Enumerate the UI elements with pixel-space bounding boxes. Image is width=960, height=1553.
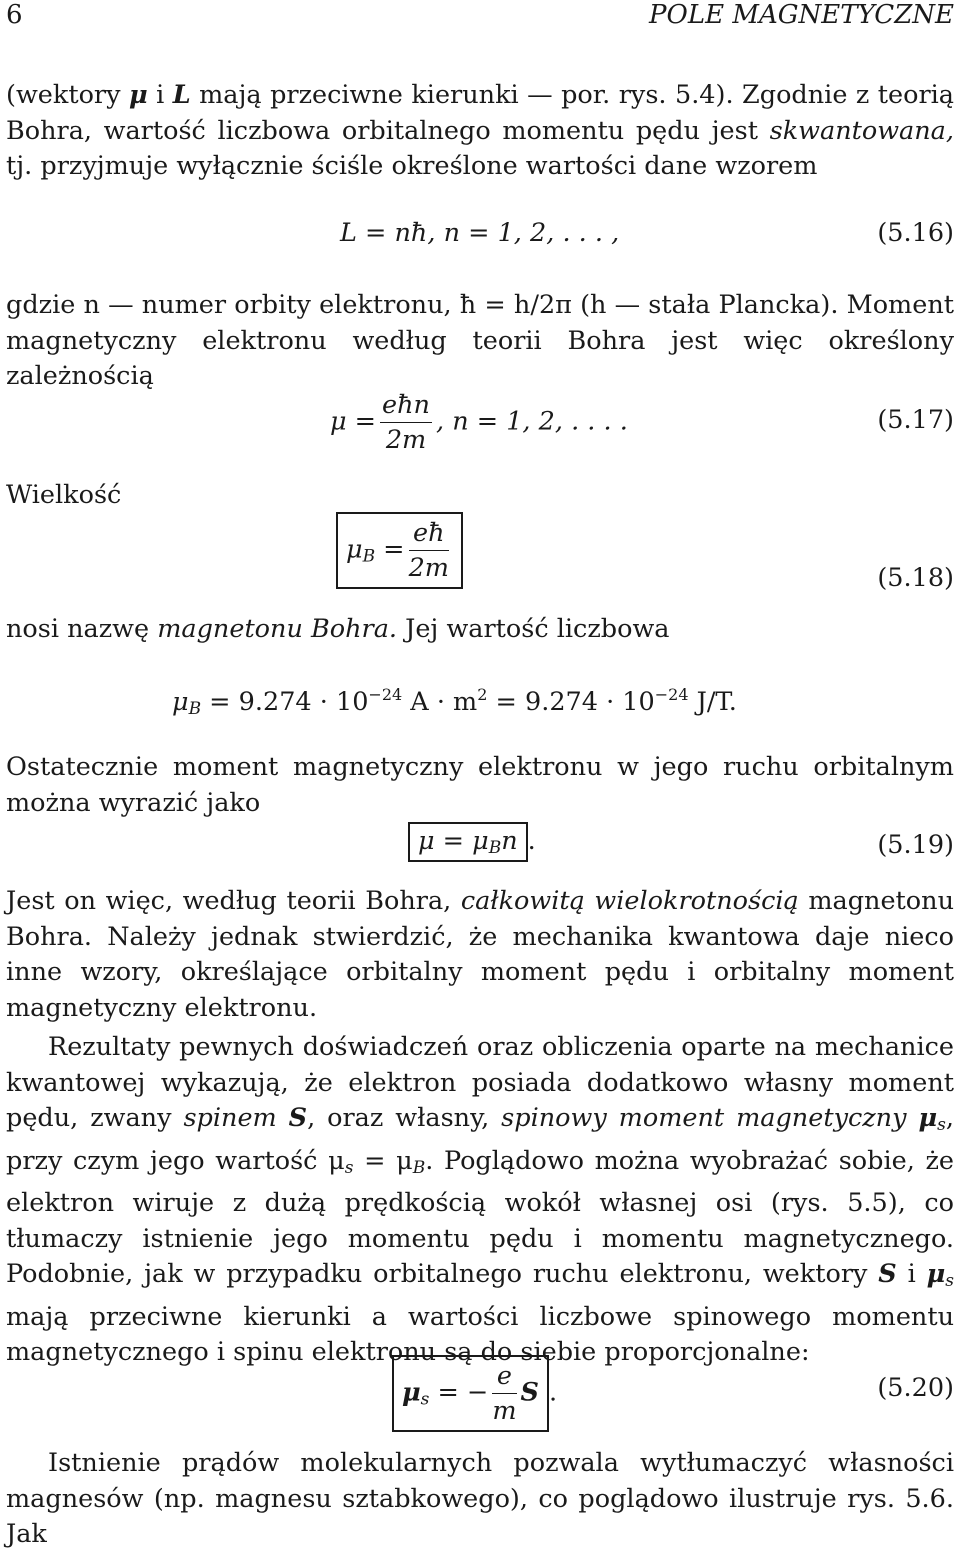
paragraph-1: (wektory μ i L mają przeciwne kierunki — por. rys. 5.4). Zgodnie z teorią Bohra, wartość liczbowa orbitalnego momentu pędu jest skwantowana, tj. przyjmuje wyłącznie ściśle określone wartości dane wzorem bbox=[6, 80, 955, 181]
boxed-equation: $\mu = \mu_Bn$ bbox=[408, 822, 528, 862]
page-header bbox=[6, 0, 954, 34]
paragraph-6: Rezultaty pewnych doświadczeń oraz obliczenia oparte na mechanice kwantowej wykazują, że elektron posiada dodatkowo własny moment pędu, zwany spinem S, oraz własny, spinowy moment magnetyczny $\mu_s$, przy czym jego wartość $\mu_s = \mu_B$. Poglądowo można wyobrażać sobie, że elektron wiruje z dużą prędkością wokół własnej osi (rys. 5.5), co tłumaczy istnienie jego momentu pędu i momentu magnetycznego. Podobnie, jak w przypadku orbitalnego ruchu elektronu, wektory S i $\mu_s$ mają przeciwne kierunki a wartości liczbowe spinowego momentu magnetycznego i spinu elektronu są do siebie proporcjonalne: bbox=[6, 1032, 955, 1367]
equation-5-18 bbox=[336, 512, 463, 589]
page-number: 6 bbox=[6, 0, 23, 30]
equation-number-5-19: (5.19) bbox=[877, 830, 954, 860]
paragraph-3: nosi nazwę magnetonu Bohra. Jej wartość liczbowa bbox=[6, 614, 670, 644]
paragraph-4: Ostatecznie moment magnetyczny elektronu w jego ruchu orbitalnym można wyrazić jako bbox=[6, 752, 954, 818]
equation-number-5-16: (5.16) bbox=[877, 218, 954, 248]
running-title: POLE MAGNETYCZNE bbox=[649, 0, 954, 30]
paragraph-2: gdzie n — numer orbity elektronu, ħ = h/2π (h — stała Plancka). Moment magnetyczny elektronu według teorii Bohra jest więc określony zależnością bbox=[6, 290, 954, 391]
equation-5-19: $\mu = \mu_Bn$ . bbox=[408, 822, 536, 862]
equation-bohr-value: $\mu_B = 9.274 \cdot 10^{-24}$ $A \cdot m^2 = 9.274 \cdot 10^{-24}$ J/T. bbox=[172, 685, 737, 719]
equation-number-5-17: (5.17) bbox=[877, 405, 954, 435]
equation-5-20: $\mu_s$ = − $\frac{e}{m}$ S . bbox=[392, 1355, 557, 1432]
paragraph-7: Istnienie prądów molekularnych pozwala wytłumaczyć własności magnesów (np. magnesu sztabkowego), co poglądowo ilustruje rys. 5.6. Jak bbox=[6, 1448, 954, 1549]
equation-5-17: μ = $\frac{\text{eħn}}{2m}$ , n = 1, 2, . . . . bbox=[330, 390, 628, 455]
paragraph-5: Jest on więc, według teorii Bohra, całkowitą wielokrotnością magnetonu Bohra. Należy jednak stwierdzić, że mechanika kwantowa daje nieco inne wzory, określające orbitalny moment pędu i orbitalny moment magnetyczny elektronu. bbox=[6, 886, 954, 1023]
equation-number-5-20: (5.20) bbox=[877, 1373, 954, 1403]
equation-5-16: L = nħ, n = 1, 2, . . . , bbox=[340, 218, 620, 248]
equation-number-5-18: (5.18) bbox=[877, 563, 954, 593]
word-wielkosc: Wielkość bbox=[6, 480, 122, 510]
boxed-equation: $\mu_B$ = $\frac{eħ}{2m}$ bbox=[336, 512, 463, 589]
boxed-equation: $\mu_s$ = − $\frac{e}{m}$ S bbox=[392, 1355, 549, 1432]
